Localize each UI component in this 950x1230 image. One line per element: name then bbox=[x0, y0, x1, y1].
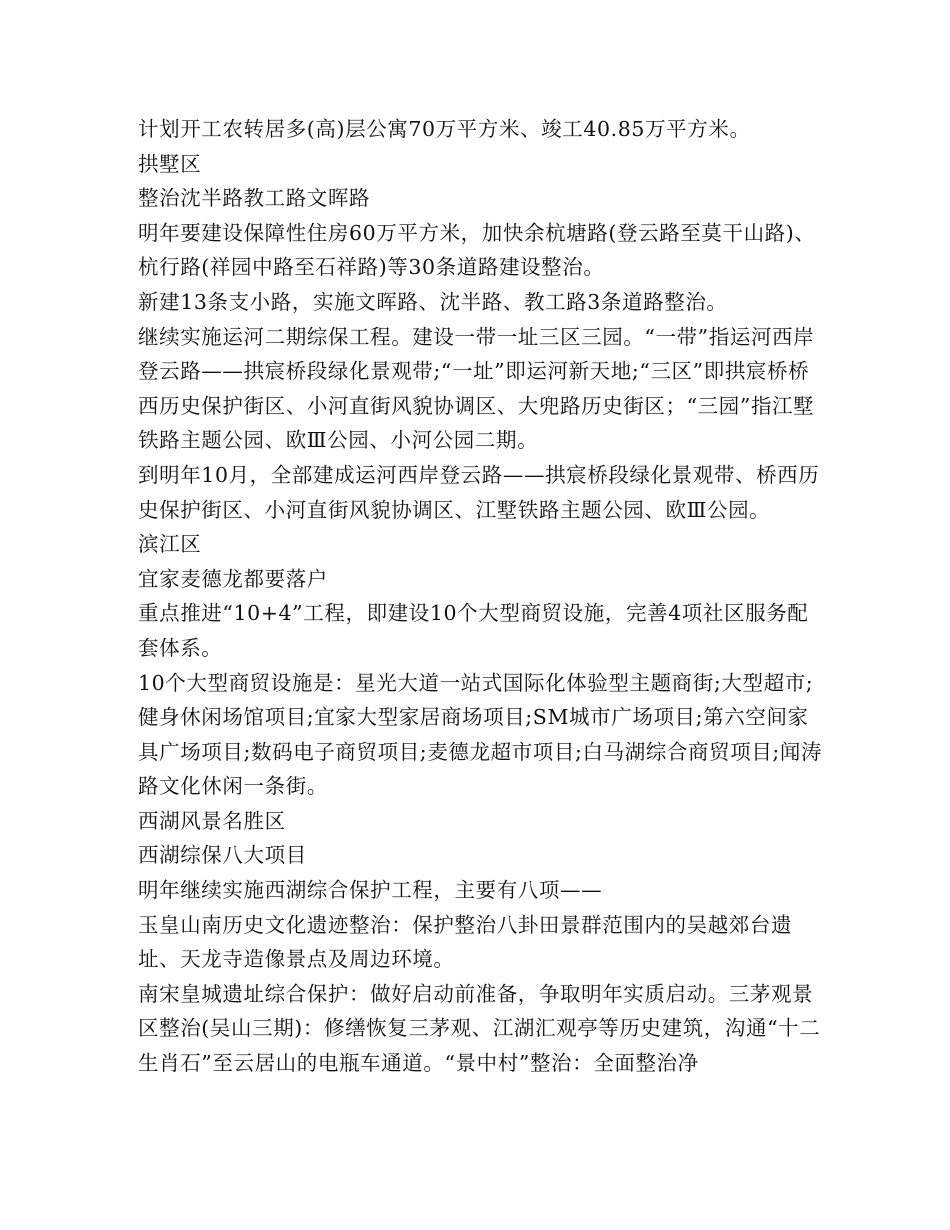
paragraph-new-branch-roads: 新建13条支小路，实施文晖路、沈半路、教工路3条道路整治。 bbox=[138, 289, 728, 314]
heading-gongshu-district: 拱墅区 bbox=[138, 151, 202, 176]
subheading-west-lake-eight-projects: 西湖综保八大项目 bbox=[138, 843, 307, 868]
document-body bbox=[138, 112, 828, 1081]
subheading-ikea-metro: 宜家麦德龙都要落户 bbox=[138, 566, 328, 591]
paragraph-10-plus-4-project: 重点推进“10+4”工程，即建设10个大型商贸设施，完善4项社区服务配套体系。 bbox=[138, 601, 809, 660]
paragraph-housing-roads: 明年要建设保障性住房60万平方米，加快余杭塘路(登云路至莫干山路)、杭行路(祥园中路至石祥路)等30条道路建设整治。 bbox=[138, 220, 816, 280]
paragraph-west-lake-protection: 明年继续实施西湖综合保护工程，主要有八项—— bbox=[138, 878, 603, 903]
paragraph-commercial-facilities: 10个大型商贸设施是：星光大道一站式国际化体验型主题商街;大型超市;健身休闲场馆项目;宜家大型家居商场项目;SM城市广场项目;第六空间家具广场项目;数码电子商贸项目;麦德龙超市项目;白马湖综合商贸项目;闻涛路文化休闲一条街。 bbox=[138, 670, 823, 799]
paragraph-canal-project: 继续实施运河二期综保工程。建设一带一址三区三园。“一带”指运河西岸登云路——拱宸桥段绿化景观带;“一址”即运河新天地;“三区”即拱宸桥桥西历史保护街区、小河直街风貌协调区、大兜路历史街区；“三园”指江墅铁路主题公园、欧Ⅲ公园、小河公园二期。 bbox=[138, 324, 815, 453]
paragraph-southern-song-palace: 南宋皇城遗址综合保护：做好启动前准备，争取明年实质启动。三茅观景区整治(吴山三期)：修缮恢复三茅观、江湖汇观亭等历史建筑，沟通“十二生肖石”至云居山的电瓶车通道。“景中村”整治：全面整治净 bbox=[138, 981, 821, 1076]
paragraph-canal-completion: 到明年10月，全部建成运河西岸登云路——拱宸桥段绿化景观带、桥西历史保护街区、小河直街风貌协调区、江墅铁路主题公园、欧Ⅲ公园。 bbox=[138, 462, 820, 522]
subheading-road-renovation: 整治沈半路教工路文晖路 bbox=[138, 186, 371, 211]
paragraph-apartment-plan: 计划开工农转居多(高)层公寓70万平方米、竣工40.85万平方米。 bbox=[138, 117, 751, 141]
heading-west-lake-scenic-area: 西湖风景名胜区 bbox=[138, 808, 286, 833]
heading-binjiang-district: 滨江区 bbox=[138, 532, 202, 557]
paragraph-yuhuang-mountain: 玉皇山南历史文化遗迹整治：保护整治八卦田景群范围内的吴越郊台遗址、天龙寺造像景点及周边环境。 bbox=[138, 912, 793, 972]
